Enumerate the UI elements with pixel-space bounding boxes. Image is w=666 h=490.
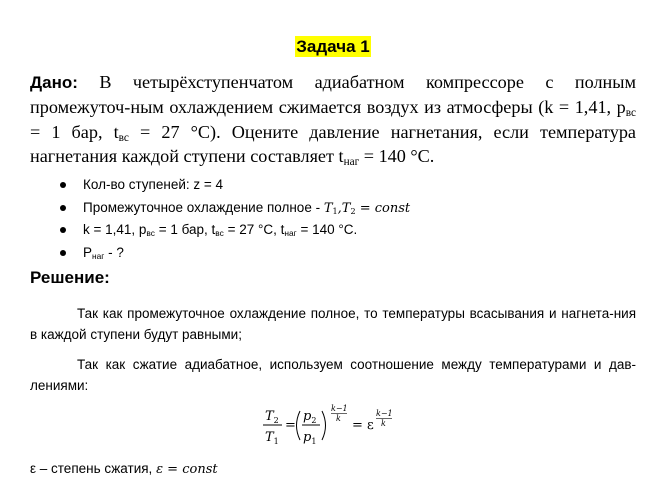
- bullet-params-t1: k = 1,41, p: [83, 222, 147, 237]
- formula-eq-2: =: [352, 418, 363, 433]
- bullet-params-sub-vs-1: вс: [146, 228, 155, 239]
- given-text-3: = 27 °C). Оцените давление нагнетания, если температура нагнетания каждой ступени составляет t: [30, 121, 636, 167]
- given-label: Дано:: [30, 73, 78, 92]
- bullet-cooling-math: $T_1,T_2$ = const: [323, 200, 411, 216]
- bullet-unknown-sub-nag: наг: [92, 250, 105, 261]
- given-paragraph: [30, 70, 636, 169]
- bullet-stages: [56, 176, 410, 199]
- bullet-unknown-rest: - ?: [104, 244, 124, 260]
- title-container: [0, 37, 666, 57]
- formula-exp-num-2: k−1: [376, 409, 393, 418]
- bullet-params-sub-nag: наг: [284, 228, 297, 239]
- adiabatic-formula: [254, 402, 414, 450]
- formula-exp-num-1: k−1: [331, 404, 348, 413]
- formula-epsilon: ε: [367, 418, 374, 433]
- formula-exp-den-1: k: [336, 414, 341, 423]
- bullet-params-t3: = 27 °C, t: [223, 222, 285, 237]
- eps-line-text: ε – степень сжатия,: [30, 461, 157, 476]
- solution-paragraph-2: Так как сжатие адиабатное, используем соотношение между температурами и дав-лениями:: [30, 357, 636, 393]
- formula-right-paren: [322, 411, 326, 440]
- task-title: Задача 1: [296, 37, 370, 56]
- formula-p1: $p_1$: [303, 430, 317, 446]
- eps-line-math: ε = const: [156, 462, 218, 477]
- bullet-params-sub-vs-2: вс: [215, 228, 224, 239]
- bullet-stages-text: Кол-во ступеней: z = 4: [83, 177, 224, 192]
- bullet-params: [56, 221, 410, 244]
- given-sub-vs-2: вс: [118, 131, 129, 144]
- formula-p2: $p_2$: [303, 409, 317, 425]
- formula-left-paren: [297, 411, 301, 440]
- formula-T1: $T_1$: [265, 430, 279, 446]
- compression-ratio-line: [30, 461, 218, 477]
- given-sub-vs-1: вс: [625, 107, 636, 120]
- formula-T2: $T_2$: [265, 409, 279, 425]
- bullet-unknown-p: P: [83, 244, 93, 260]
- solution-heading: Решение:: [30, 268, 110, 287]
- formula-eq-1: =: [285, 418, 296, 433]
- bullet-unknown: [56, 244, 410, 267]
- bullet-cooling-text: Промежуточное охлаждение полное -: [83, 199, 324, 215]
- given-text-4: = 140 °C.: [359, 146, 435, 167]
- given-bullet-list: [56, 176, 410, 266]
- formula-exp-den-2: k: [381, 419, 386, 428]
- solution-paragraph-1: Так как промежуточное охлаждение полное, то температуры всасывания и нагнета-ния в каждой ступени будут равными;: [30, 306, 636, 342]
- bullet-params-t4: = 140 °C.: [296, 222, 358, 237]
- bullet-params-t2: = 1 бар, t: [154, 222, 216, 237]
- given-text-2: = 1 бар, t: [30, 121, 119, 142]
- given-sub-nag: наг: [343, 156, 360, 169]
- bullet-cooling: [56, 199, 410, 222]
- given-text-1: В четырёхступенчатом адиабатном компрессоре с полным промежуточ-ным охлаждением сжимается воздух из атмосферы (k = 1,41, p: [30, 72, 636, 118]
